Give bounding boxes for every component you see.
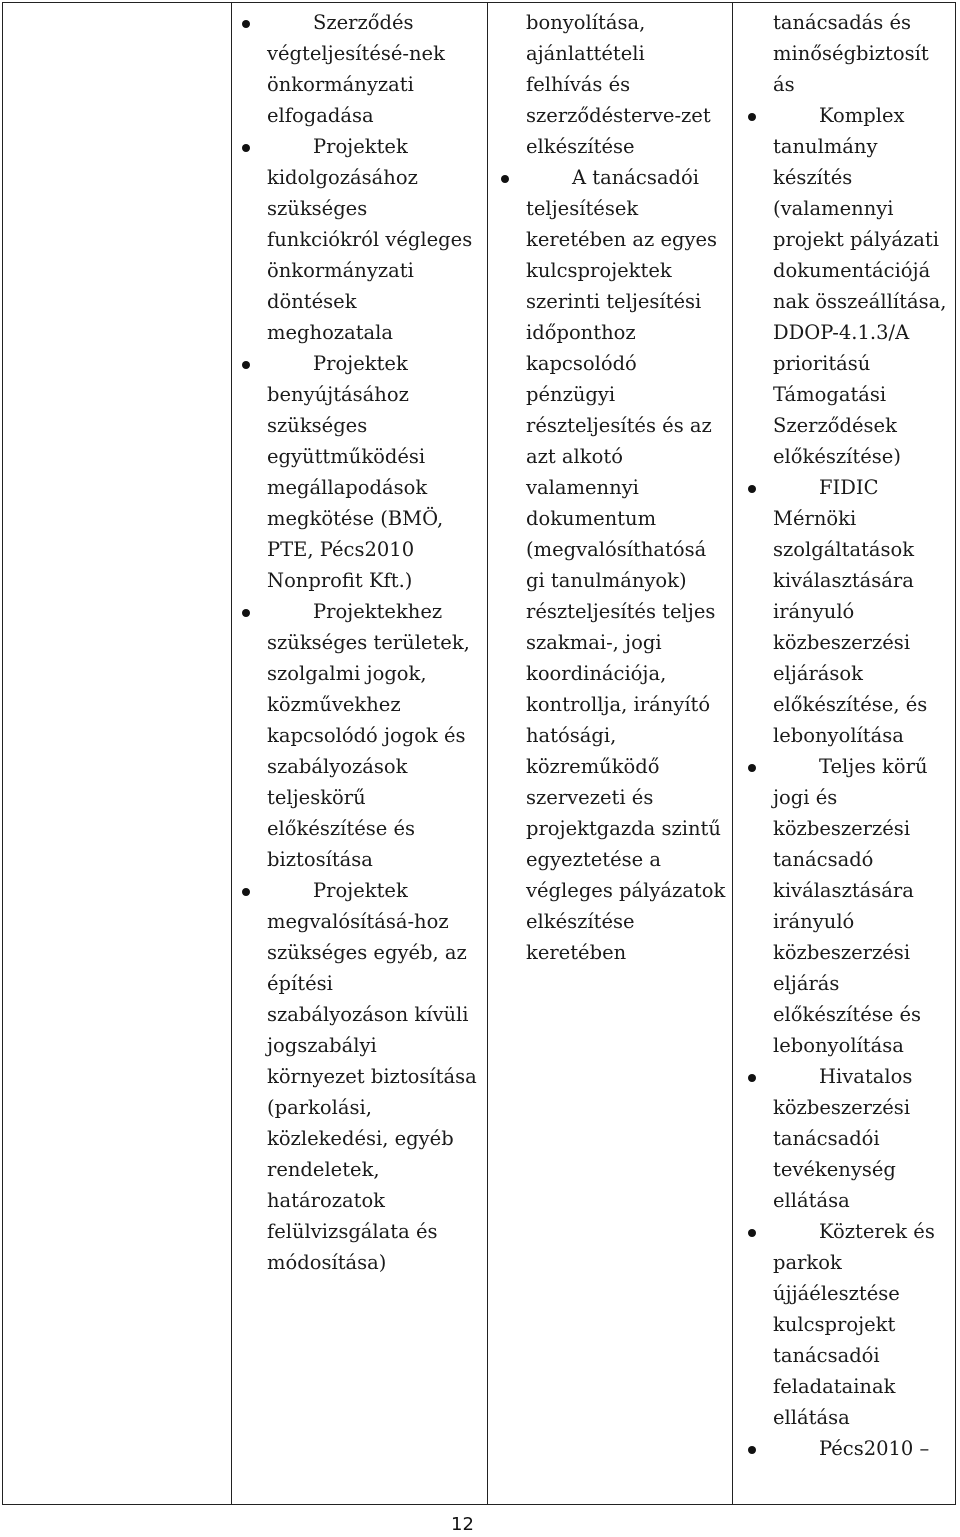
list-item (773, 1216, 951, 1433)
bullet-icon (242, 20, 250, 28)
bullet-icon (748, 113, 756, 121)
bullet-list-col2 (267, 7, 479, 1278)
list-item-text: Projektek benyújtásához szükséges együttműködési megállapodások megkötése (BMÖ, PTE, Pécs2010 Nonprofit Kft.) (267, 352, 444, 592)
bullet-icon (748, 1229, 756, 1237)
list-item (267, 7, 479, 131)
list-item-text: Hivatalos közbeszerzési tanácsadói tevékenység ellátása (773, 1065, 913, 1212)
list-item (267, 131, 479, 348)
list-item-text: Komplex tanulmány készítés (valamennyi projekt pályázati dokumentációjá nak összeállítása, DDOP-4.1.3/A prioritású Támogatási Szerződések előkészítése) (773, 104, 947, 468)
bullet-icon (242, 361, 250, 369)
activity-table (2, 2, 956, 1505)
bullet-icon (748, 764, 756, 772)
bullet-icon (242, 609, 250, 617)
list-item (267, 596, 479, 875)
page-number: 12 (451, 1514, 474, 1535)
bullet-list-col3 (526, 162, 726, 968)
list-item-text: A tanácsadói teljesítések keretében az egyes kulcsprojektek szerinti teljesítési időponthoz kapcsolódó pénzügyi részteljesítés és az azt alkotó valamennyi dokumentum (megvalósíthatósá gi tanulmányok) részteljesítés teljes szakmai-, jogi koordinációja, kontrollja, irányító hatósági, közreműködő szervezeti és projektgazda szintű egyeztetése a végleges pályázatok elkészítése keretében (526, 166, 726, 964)
bullet-icon (242, 144, 250, 152)
bullet-icon (242, 888, 250, 896)
bullet-icon (748, 1074, 756, 1082)
list-item-text: Közterek és parkok újjáélesztése kulcsprojekt tanácsadói feladatainak ellátása (773, 1220, 935, 1429)
list-item-text: Projektek megvalósításá-hoz szükséges egyéb, az építési szabályozáson kívüli jogszabályi környezet biztosítása (parkolási, közlekedési, egyéb rendeletek, határozatok felülvizsgálata és módosítása) (267, 879, 477, 1274)
table-cell-col2 (232, 3, 488, 1505)
bullet-icon (501, 175, 509, 183)
list-item (773, 1433, 951, 1464)
list-item (267, 348, 479, 596)
list-item (526, 162, 726, 968)
list-item-text: FIDIC Mérnöki szolgáltatások kiválasztására irányuló közbeszerzési eljárások előkészítése, és lebonyolítása (773, 476, 928, 747)
list-item (773, 100, 951, 472)
col3-lead-text: bonyolítása, ajánlattételi felhívás és szerződésterve-zet elkészítése (526, 11, 711, 158)
table-cell-col4 (733, 3, 956, 1505)
list-item-text: Projektekhez szükséges területek, szolgalmi jogok, közművekhez kapcsolódó jogok és szabályozások teljeskörű előkészítése és biztosítása (267, 600, 470, 871)
bullet-list-col4 (773, 100, 951, 1464)
bullet-icon (748, 485, 756, 493)
table-cell-empty (3, 3, 232, 1505)
list-item (773, 1061, 951, 1216)
list-item (773, 751, 951, 1061)
list-item-text: Pécs2010 – (819, 1437, 930, 1460)
list-item-text: Szerződés végteljesítésé-nek önkormányzati elfogadása (267, 11, 445, 127)
table-cell-col3 (488, 3, 733, 1505)
list-item-text: Projektek kidolgozásához szükséges funkciókról végleges önkormányzati döntések meghozatala (267, 135, 473, 344)
bullet-icon (748, 1446, 756, 1454)
col4-lead-text: tanácsadás és minőségbiztosít ás (773, 11, 929, 96)
list-item (773, 472, 951, 751)
list-item-text: Teljes körű jogi és közbeszerzési tanácsadó kiválasztására irányuló közbeszerzési eljárás előkészítése és lebonyolítása (773, 755, 928, 1057)
list-item (267, 875, 479, 1278)
